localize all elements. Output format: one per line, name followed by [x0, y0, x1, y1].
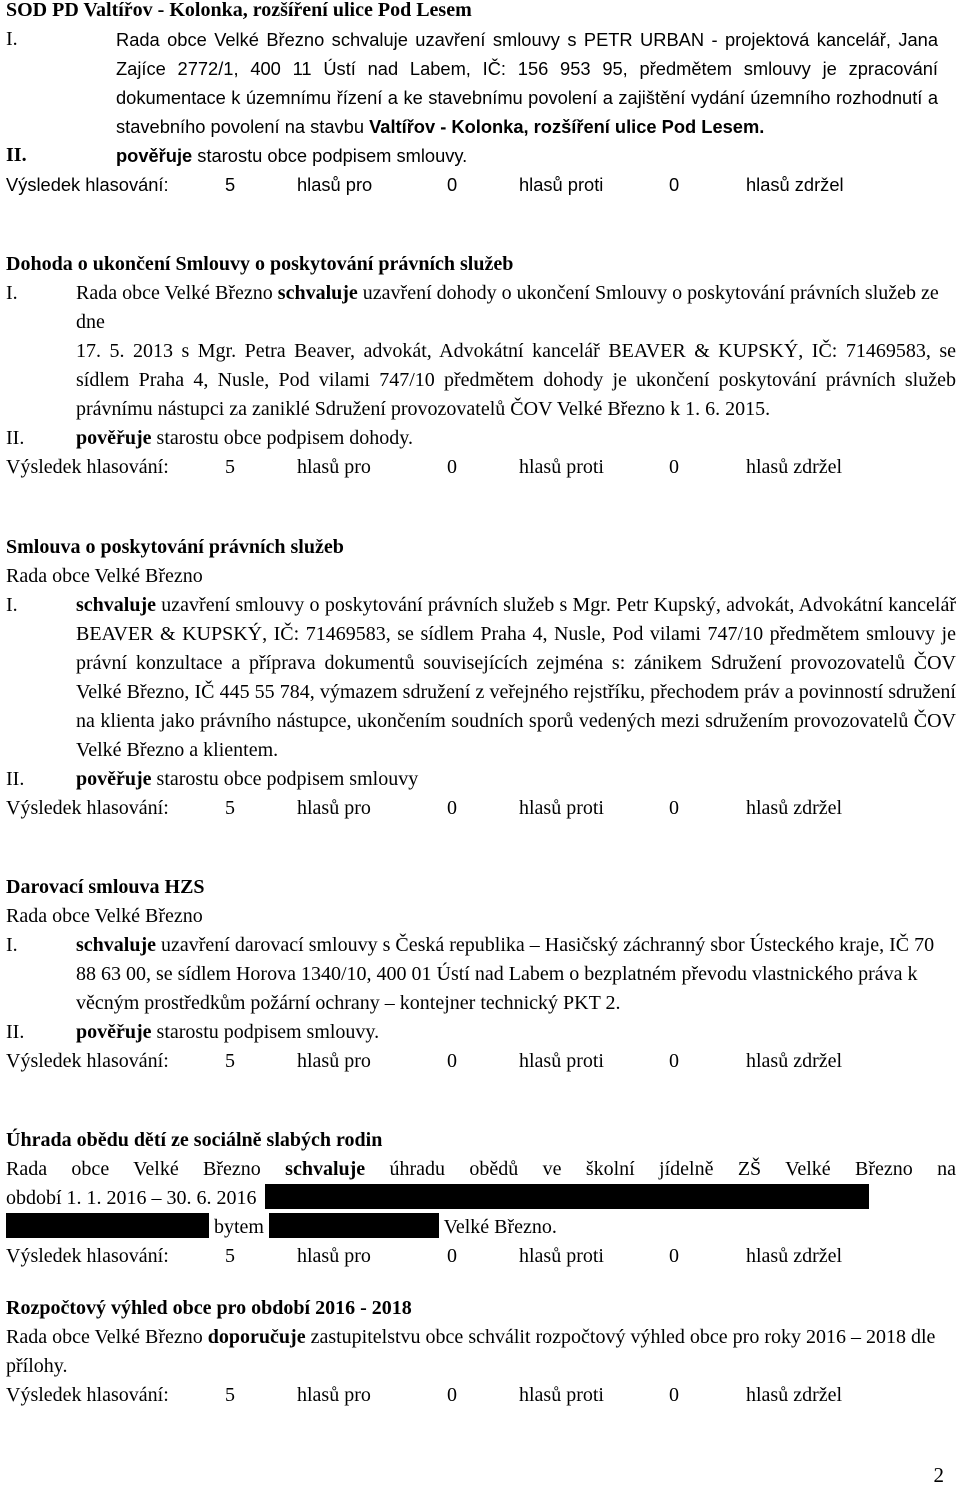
- paragraph-period: období 1. 1. 2016 – 30. 6. 2016: [6, 1187, 257, 1209]
- vote-proti-label: hlasů proti: [519, 174, 604, 195]
- vote-result: [6, 453, 956, 482]
- resolution-item-i: [6, 25, 956, 141]
- vote-zdrzel-label: hlasů zdržel: [746, 174, 844, 195]
- vote-label: Výsledek hlasování:: [6, 797, 169, 819]
- section-smlouva-pravni-sluzby: [6, 533, 956, 823]
- paragraph-line: [6, 1213, 956, 1242]
- page-number: 2: [933, 1463, 944, 1487]
- vote-result: [6, 794, 956, 823]
- vote-pro-label: hlasů pro: [297, 174, 373, 195]
- item-text: starostu podpisem smlouvy.: [156, 1021, 380, 1043]
- item-text: starostu obce podpisem dohody.: [156, 427, 413, 449]
- paragraph-pre: Rada obce Velké Březno: [6, 1326, 203, 1348]
- vote-pro-label: hlasů pro: [297, 1245, 371, 1267]
- item-number: II.: [6, 768, 25, 790]
- section-rozpoctovy-vyhled: [6, 1294, 956, 1410]
- vote-zdrzel-count: 0: [669, 1050, 679, 1072]
- section-title: Úhrada obědu dětí ze sociálně slabých rodin: [6, 1129, 383, 1151]
- section-uhrada-obedu: [6, 1126, 956, 1271]
- vote-zdrzel-count: 0: [669, 174, 680, 195]
- vote-proti-label: hlasů proti: [519, 1384, 604, 1406]
- vote-proti-count: 0: [447, 1384, 457, 1406]
- section-subtitle: Rada obce Velké Březno: [6, 565, 203, 587]
- paragraph-line: [6, 1155, 956, 1184]
- vote-pro-count: 5: [225, 1245, 235, 1267]
- vote-proti-label: hlasů proti: [519, 1245, 604, 1267]
- vote-pro-count: 5: [225, 1050, 235, 1072]
- item-number: II.: [6, 144, 27, 166]
- vote-proti-label: hlasů proti: [519, 456, 604, 478]
- vote-label: Výsledek hlasování:: [6, 1050, 169, 1072]
- vote-pro-count: 5: [225, 456, 235, 478]
- item-number: I.: [6, 282, 18, 304]
- paragraph-line: [6, 1184, 956, 1213]
- resolution-item-ii: [6, 141, 956, 170]
- item-keyword: schvaluje: [76, 934, 156, 956]
- vote-zdrzel-count: 0: [669, 456, 679, 478]
- section-title: Rozpočtový výhled obce pro období 2016 - 2018: [6, 1297, 412, 1319]
- vote-proti-label: hlasů proti: [519, 797, 604, 819]
- paragraph-text: zastupitelstvu obce schválit rozpočtový výhled obce pro roky 2016 – 2018 dle přílohy.: [6, 1326, 936, 1377]
- vote-proti-count: 0: [447, 1050, 457, 1072]
- section-dohoda-ukonceni: [6, 250, 956, 482]
- paragraph-keyword: doporučuje: [207, 1326, 306, 1348]
- section-subtitle: Rada obce Velké Březno: [6, 905, 203, 927]
- section-sod-pd-valtirov: [6, 0, 956, 199]
- vote-proti-count: 0: [447, 1245, 457, 1267]
- vote-label: Výsledek hlasování:: [6, 456, 169, 478]
- item-text-pre: Rada obce Velké Březno: [76, 282, 273, 304]
- vote-zdrzel-count: 0: [669, 797, 679, 819]
- vote-zdrzel-label: hlasů zdržel: [746, 456, 843, 478]
- section-title: SOD PD Valtířov - Kolonka, rozšíření ulice Pod Lesem: [6, 0, 472, 21]
- redaction-bar: [265, 1184, 869, 1209]
- vote-zdrzel-label: hlasů zdržel: [746, 1384, 843, 1406]
- vote-pro-count: 5: [225, 797, 235, 819]
- section-title: Smlouva o poskytování právních služeb: [6, 536, 344, 558]
- section-darovaci-smlouva: [6, 873, 956, 1076]
- vote-proti-label: hlasů proti: [519, 1050, 604, 1072]
- resolution-item-ii: [6, 424, 956, 453]
- vote-zdrzel-count: 0: [669, 1245, 679, 1267]
- paragraph: [6, 1323, 956, 1381]
- item-text: Rada obce Velké Březno schvaluje uzavření smlouvy s PETR URBAN - projektová kancelář, Jana Zajíce 2772/1, 400 11 Ústí nad Labem, IČ: 156 953 95, předmětem smlouvy je zpracování dokumentace k územnímu řízení a ke stavebnímu povolení a zajištění vydání územního rozhodnutí a stavebního povolení na stavbu: [116, 29, 938, 137]
- resolution-item-i: [6, 931, 956, 1018]
- paragraph-keyword: schvaluje: [285, 1158, 366, 1180]
- vote-zdrzel-count: 0: [669, 1384, 679, 1406]
- item-keyword: schvaluje: [277, 282, 358, 304]
- vote-result: [6, 1242, 956, 1271]
- vote-proti-count: 0: [447, 174, 458, 195]
- item-keyword: pověřuje: [76, 1021, 152, 1043]
- item-text: starostu obce podpisem smlouvy.: [197, 145, 468, 166]
- vote-proti-count: 0: [447, 456, 457, 478]
- vote-result: [6, 1047, 956, 1076]
- resolution-item-i: [6, 279, 956, 337]
- section-title: Darovací smlouva HZS: [6, 876, 205, 898]
- vote-pro-label: hlasů pro: [297, 456, 371, 478]
- vote-proti-count: 0: [447, 797, 457, 819]
- vote-label: Výsledek hlasování:: [6, 174, 169, 195]
- redaction-bar: [6, 1213, 209, 1238]
- item-text: uzavření smlouvy o poskytování právních služeb s Mgr. Petr Kupský, advokát, Advokátní kancelář BEAVER & KUPSKÝ, IČ: 71469583, se sídlem Praha 4, Nusle, Pod vilami 747/10 předmětem smlouvy je právní konzultace a příprava dokumentů souvisejících zejména s: zánikem Sdružení provozovatelů ČOV Velké Březno, IČ 445 55 784, výmazem sdružení z veřejného rejstříku, přechodem práv a povinností sdružení na klienta jako právního nástupce, ukončením soudních sporů vedených mezi sdružením provozovatelů ČOV Velké Březno a klientem.: [76, 594, 957, 761]
- paragraph-end: Velké Březno.: [443, 1216, 557, 1238]
- item-keyword: schvaluje: [76, 594, 156, 616]
- item-number: I.: [6, 934, 18, 956]
- vote-pro-label: hlasů pro: [297, 797, 371, 819]
- vote-pro-label: hlasů pro: [297, 1050, 371, 1072]
- item-text-cont: 17. 5. 2013 s Mgr. Petra Beaver, advokát, Advokátní kancelář BEAVER & KUPSKÝ, IČ: 71469583, se sídlem Praha 4, Nusle, Pod vilami 747/10 předmětem dohody je ukončení poskytování právních služeb právnímu nástupci za zaniklé Sdružení provozovatelů ČOV Velké Březno k 1. 6. 2015.: [76, 340, 956, 420]
- paragraph-pre: Rada obce Velké Březno: [6, 1158, 261, 1180]
- vote-pro-count: 5: [225, 174, 236, 195]
- vote-zdrzel-label: hlasů zdržel: [746, 797, 843, 819]
- item-keyword: pověřuje: [76, 427, 152, 449]
- item-text-bold: Valtířov - Kolonka, rozšíření ulice Pod Lesem.: [369, 116, 765, 137]
- item-keyword: pověřuje: [116, 145, 193, 166]
- resolution-item-ii: [6, 1018, 956, 1047]
- item-text: uzavření darovací smlouvy s Česká republika – Hasičský záchranný sbor Ústeckého kraje, IČ 70 88 63 00, se sídlem Horova 1340/10, 400 01 Ústí nad Labem o bezplatném převodu vlastnického práva k věcným prostředkům požární ochrany – kontejner technický PKT 2.: [76, 934, 935, 1014]
- vote-label: Výsledek hlasování:: [6, 1384, 169, 1406]
- item-number: I.: [6, 594, 18, 616]
- resolution-item-i-cont: [6, 337, 956, 424]
- item-number: II.: [6, 1021, 25, 1043]
- redaction-bar: [269, 1213, 439, 1238]
- vote-zdrzel-label: hlasů zdržel: [746, 1050, 843, 1072]
- vote-pro-count: 5: [225, 1384, 235, 1406]
- item-keyword: pověřuje: [76, 768, 152, 790]
- item-number: II.: [6, 427, 25, 449]
- item-number: I.: [6, 28, 18, 50]
- section-title: Dohoda o ukončení Smlouvy o poskytování právních služeb: [6, 253, 514, 275]
- vote-pro-label: hlasů pro: [297, 1384, 371, 1406]
- vote-result: [6, 1381, 956, 1410]
- vote-result: [6, 170, 956, 199]
- vote-zdrzel-label: hlasů zdržel: [746, 1245, 843, 1267]
- vote-label: Výsledek hlasování:: [6, 1245, 169, 1267]
- item-text: starostu obce podpisem smlouvy: [156, 768, 419, 790]
- item-text: uzavření dohody o ukončení Smlouvy o poskytování právních služeb ze dne: [76, 282, 939, 333]
- paragraph-bytem: bytem: [214, 1216, 264, 1238]
- resolution-item-i: [6, 591, 956, 765]
- resolution-item-ii: [6, 765, 956, 794]
- paragraph-text: úhradu obědů ve školní jídelně ZŠ Velké Březno na: [389, 1158, 956, 1180]
